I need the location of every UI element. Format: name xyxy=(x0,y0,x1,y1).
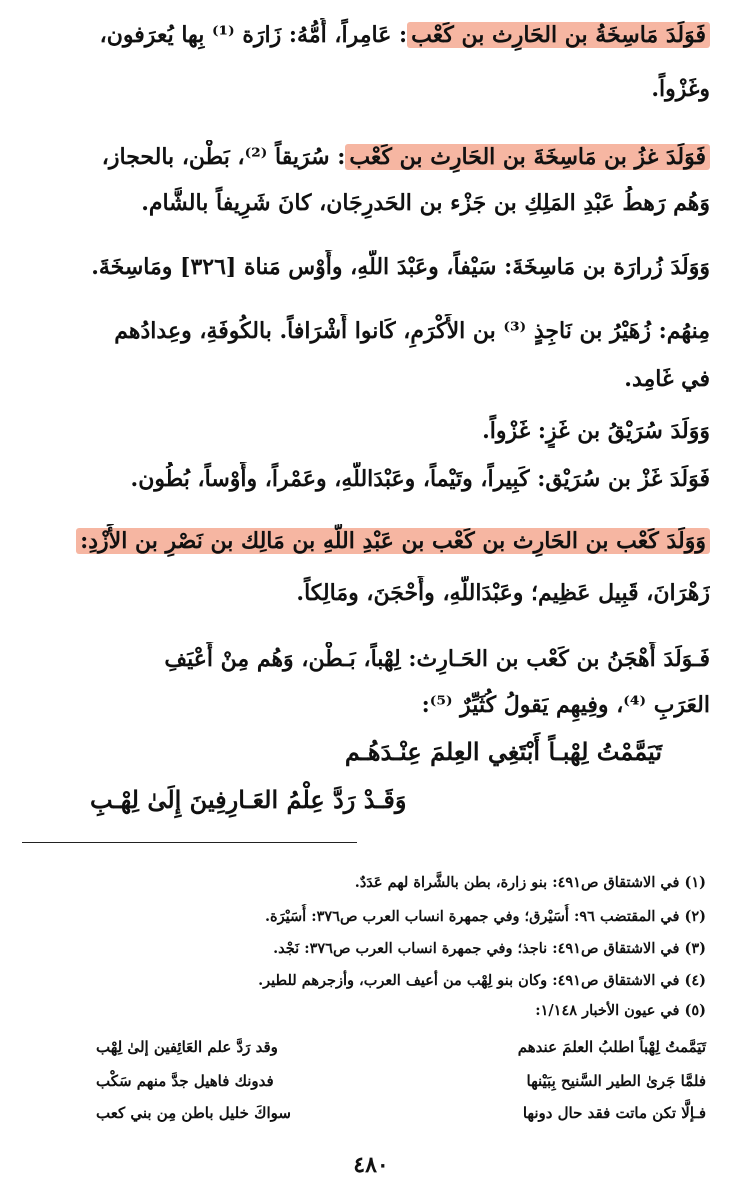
highlighted-phrase: وَوَلَدَ كَعْب بن الحَارِث بن كَعْب بن عَبْدِ اللّهِ بن مَالِك بن نَصْرِ بن الأَزْدِ: xyxy=(76,528,710,554)
poem-line-right: فلمَّا جَرىٰ الطير السَّنيح بِبَيْنها xyxy=(526,1072,706,1090)
paragraph-line: في غَامِد. xyxy=(624,366,710,392)
paragraph-line xyxy=(22,18,710,52)
footnote-separator xyxy=(22,842,357,843)
footnote: (٥) في عيون الأخبار ١/١٤٨: xyxy=(535,1002,706,1019)
highlighted-phrase: فَوَلَدَ غزُ بن مَاسِخَةَ بن الحَارِث بن كَعْب xyxy=(345,144,710,170)
paragraph-line: فَـوَلَدَ أَهْجَنُ بن كَعْب بن الحَـارِث: لِهْباً، بَـطْن، وَهُم مِنْ أَعْيَفِ xyxy=(164,646,710,672)
paragraph-line: وَوَلَدَ زُرارَة بن مَاسِخَةَ: سَيْفاً، وعَبْدَ اللّهِ، وأَوْس مَناة [٣٢٦] ومَاسِخَةَ. xyxy=(91,254,710,280)
paragraph-line: مِنهُم: زُهَيْرُ بن نَاجِذٍ ⁽³⁾ بن الأَكْرَمِ، كَانوا أَشْرَافاً. بالكُوفَةِ، وعِدادُهم xyxy=(114,318,710,344)
poem-line-right: فـإلَّا تكن ماتت فقد حال دونها xyxy=(522,1104,706,1122)
paragraph-line xyxy=(22,524,710,558)
paragraph-line: فَوَلَدَ غَزْ بن سُرَيْق: كَبِيراً، وتَيْماً، وعَبْدَاللّهِ، وعَمْراً، وأَوْساً، بُطُون. xyxy=(130,466,710,492)
paragraph-line: وَهُم رَهطُ عَبْدِ المَلِكِ بن جَزْء بن الحَدرِجَان، كانَ شَرِيفاً بالشَّام. xyxy=(141,190,710,216)
line-text: : عَامِراً، أُمُّهُ: زَارَة ⁽¹⁾ بِها يُعرَفون، xyxy=(99,22,408,48)
paragraph-line: وغَزْواً. xyxy=(651,76,710,102)
footnote: (٤) في الاشتقاق ص٤٩١: وكان بنو لِهْب من أعيف العرب، وأزجرهم للطير. xyxy=(258,972,706,989)
footnote: (٢) في المقتضب ٩٦: أُسَيْرق؛ وفي جمهرة انساب العرب ص٣٧٦: أُسَيْرَة. xyxy=(264,908,706,925)
poem-line-left: سواكَ خليل باطن مِن بني كعب xyxy=(96,1104,291,1122)
paragraph-line: زَهْرَانَ، قَبِيل عَظِيم؛ وعَبْدَاللّهِ، وأَحْجَنَ، ومَالِكاً. xyxy=(296,580,710,606)
poem-line-left: فدونك فاهيل جدَّ منهم سَكْب xyxy=(96,1072,274,1090)
highlighted-phrase: فَوَلَدَ مَاسِخَةُ بن الحَارِث بن كَعْب xyxy=(407,22,710,48)
verse-hemistich-1: تَيَمَّمْتُ لِهْبـاً أَبْتَغِي العِلمَ عِنْـدَهُـم xyxy=(344,737,662,766)
verse-hemistich-2: وَقَـدْ رَدَّ عِلْمُ العَـارِفِينَ إِلَىٰ لِهْـبِ xyxy=(90,785,407,814)
paragraph-line: العَرَبِ ⁽⁴⁾، وفِيهِم يَقولُ كُثَيِّرٌ ⁽⁵⁾: xyxy=(421,692,710,718)
line-text: : سُرَيقاً ⁽²⁾، بَطْن، بالحجاز، xyxy=(101,144,346,170)
poem-line-left: وقد رَدَّ علم العَائِفين إلىٰ لِهْب xyxy=(96,1038,278,1056)
paragraph-line xyxy=(22,140,710,174)
footnote: (٣) في الاشتقاق ص٤٩١: ناجذ؛ وفي جمهرة انساب العرب ص٣٧٦: نَجْد. xyxy=(273,940,706,957)
page-number: ٤٨٠ xyxy=(353,1152,389,1178)
poem-line-right: تَيَمَّمتُ لِهْباً اطلبُ العلمَ عندهم xyxy=(517,1038,706,1056)
paragraph-line: وَوَلَدَ سُرَيْقُ بن غَزٍ: غَزْواً. xyxy=(482,418,710,444)
footnote: (١) في الاشتقاق ص٤٩١: بنو زارة، بطن بالشَّراة لهم عَدَدٌ. xyxy=(354,874,706,891)
